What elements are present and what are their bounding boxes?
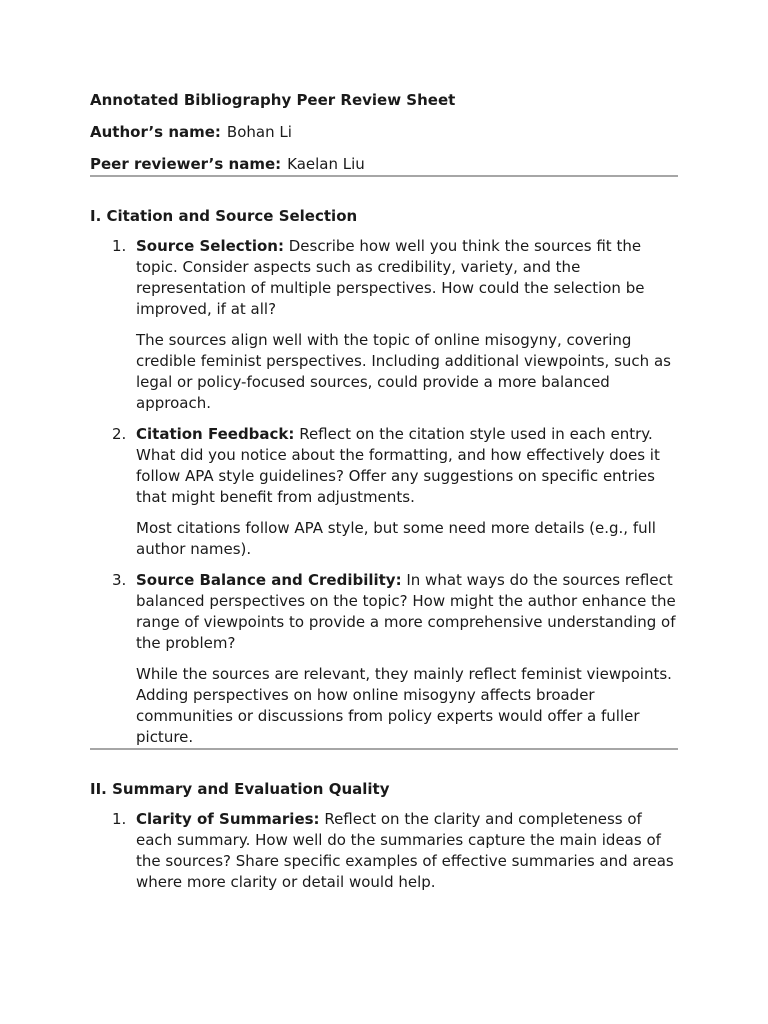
question-label: Citation Feedback: (136, 425, 295, 443)
document-title: Annotated Bibliography Peer Review Sheet (90, 91, 456, 109)
question-text: Reflect on the clarity and completeness of each summary. How well do the summaries capture the main ideas of the sources? Share specific examples of effective summaries and areas where more clarity or detail would help. (136, 810, 674, 891)
question-label: Source Balance and Credibility: (136, 571, 402, 589)
author-name: Bohan Li (226, 123, 292, 141)
reviewer-answer: While the sources are relevant, they mainly reflect feminist viewpoints. Adding perspectives on how online misogyny affects broader communities or discussions from policy experts would offer a fuller picture. (136, 665, 672, 746)
reviewer-label: Peer reviewer’s name: (90, 155, 282, 173)
divider (90, 748, 678, 750)
question-item (90, 570, 678, 748)
question-prompt (136, 570, 678, 654)
question-item (90, 424, 678, 560)
question-label: Clarity of Summaries: (136, 810, 320, 828)
question-list (90, 809, 678, 893)
divider (90, 175, 678, 177)
question-item (90, 809, 678, 893)
section-title: I. Citation and Source Selection (90, 207, 358, 225)
question-number: 2. (112, 425, 127, 443)
author-label: Author’s name: (90, 123, 221, 141)
question-number: 3. (112, 571, 127, 589)
reviewer-answer: The sources align well with the topic of online misogyny, covering credible feminist perspectives. Including additional viewpoints, such as legal or policy-focused sources, could provide a more balanced approach. (136, 331, 671, 412)
question-number: 1. (112, 237, 127, 255)
reviewer-answer: Most citations follow APA style, but some need more details (e.g., full author names). (136, 519, 656, 558)
reviewer-name: Kaelan Liu (287, 155, 365, 173)
author-line (90, 121, 678, 143)
question-list (90, 236, 678, 748)
question-item (90, 236, 678, 414)
question-text: Reflect on the citation style used in each entry. What did you notice about the formatting, and how effectively does it follow APA style guidelines? Offer any suggestions on specific entries that might benefit from adjustments. (136, 425, 660, 506)
question-label: Source Selection: (136, 237, 284, 255)
question-prompt (136, 809, 678, 893)
question-prompt (136, 236, 678, 320)
reviewer-line (90, 153, 678, 175)
question-prompt (136, 424, 678, 508)
question-number: 1. (112, 810, 127, 828)
section-title: II. Summary and Evaluation Quality (90, 780, 390, 798)
question-text: In what ways do the sources reflect balanced perspectives on the topic? How might the author enhance the range of viewpoints to provide a more comprehensive understanding of the problem? (136, 571, 676, 652)
document-body (90, 89, 678, 893)
question-text: Describe how well you think the sources fit the topic. Consider aspects such as credibility, variety, and the representation of multiple perspectives. How could the selection be improved, if at all? (136, 237, 645, 318)
